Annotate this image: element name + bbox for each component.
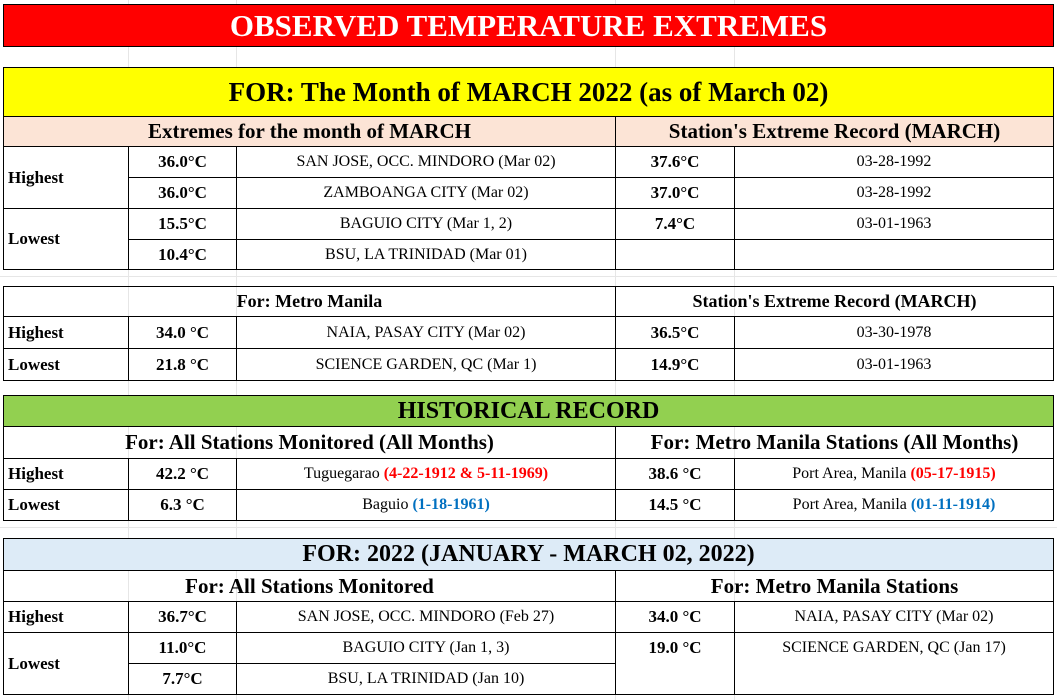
- station-name: Tuguegarao: [303, 465, 384, 482]
- record-date: [735, 240, 1053, 269]
- metro-temp: 34.0 °C: [155, 322, 210, 342]
- metro-station: NAIA, PASAY CITY (Mar 02): [326, 323, 526, 341]
- metro-record-station: [735, 490, 1053, 520]
- record-date: 03-01-1963: [856, 355, 932, 373]
- record-date: 03-01-1963: [856, 215, 932, 232]
- metro-station: [735, 664, 1053, 694]
- record-temp: [616, 240, 734, 269]
- year-left-header: For: All Stations Monitored: [185, 573, 434, 598]
- metro-station: NAIA, PASAY CITY (Mar 02): [794, 608, 994, 625]
- highest-label: Highest: [8, 322, 64, 342]
- month-station: SAN JOSE, OCC. MINDORO (Mar 02): [296, 153, 556, 170]
- gridline: [0, 527, 1057, 528]
- month-temp: 10.4°C: [158, 244, 207, 264]
- historical-left-header: For: All Stations Monitored (All Months): [125, 430, 494, 454]
- record-temp: 36.5°C: [650, 322, 700, 342]
- highest-label: Highest: [8, 167, 64, 187]
- page-title: OBSERVED TEMPERATURE EXTREMES: [3, 4, 1054, 47]
- record-date: (05-17-1915): [910, 465, 996, 482]
- month-temp: 36.0°C: [158, 183, 207, 202]
- metro-right-header: Station's Extreme Record (MARCH): [692, 291, 977, 311]
- historical-station: [237, 490, 615, 520]
- metro-record-station: [735, 459, 1053, 489]
- station-name: Port Area, Manila: [792, 465, 911, 482]
- metro-temp: 19.0 °C: [648, 638, 702, 657]
- month-station: BSU, LA TRINIDAD (Mar 01): [325, 245, 527, 263]
- record-date: (01-11-1914): [910, 496, 996, 513]
- record-temp: 14.9°C: [650, 354, 700, 374]
- month-station: ZAMBOANGA CITY (Mar 02): [323, 184, 529, 201]
- year-station: BAGUIO CITY (Jan 1, 3): [342, 639, 510, 656]
- metro-record-temp: 14.5 °C: [648, 495, 702, 514]
- metro-left-header: For: Metro Manila: [236, 291, 383, 311]
- historical-station: [237, 459, 615, 489]
- year-temp: 11.0°C: [158, 638, 207, 657]
- month-left-header: Extremes for the month of MARCH: [4, 117, 615, 146]
- record-date: (4-22-1912 & 5-11-1969): [383, 465, 549, 482]
- year-right-header: For: Metro Manila Stations: [710, 573, 959, 598]
- month-heading: FOR: The Month of MARCH 2022 (as of March 02): [4, 68, 1053, 116]
- month-temp: 15.5°C: [158, 214, 207, 233]
- lowest-label: Lowest: [8, 653, 60, 673]
- metro-record-temp: 38.6 °C: [648, 464, 702, 483]
- metro-temp: [616, 664, 734, 694]
- month-right-header: Station's Extreme Record (MARCH): [616, 117, 1053, 146]
- historical-temp: 6.3 °C: [160, 495, 205, 514]
- year-heading: FOR: 2022 (JANUARY - MARCH 02, 2022): [4, 539, 1053, 570]
- year-station: BSU, LA TRINIDAD (Jan 10): [327, 670, 525, 687]
- record-temp: 37.0°C: [650, 183, 700, 202]
- year-station: SAN JOSE, OCC. MINDORO (Feb 27): [297, 608, 555, 625]
- record-date: 03-30-1978: [856, 323, 932, 341]
- historical-temp: 42.2 °C: [155, 464, 210, 483]
- highest-label: Highest: [8, 464, 64, 483]
- year-temp: 7.7°C: [162, 669, 203, 688]
- lowest-label: Lowest: [8, 495, 60, 514]
- station-name: Port Area, Manila: [792, 496, 911, 513]
- lowest-label: Lowest: [8, 229, 60, 248]
- highest-label: Highest: [8, 607, 64, 626]
- metro-station: SCIENCE GARDEN, QC (Jan 17): [782, 639, 1006, 656]
- month-station: BAGUIO CITY (Mar 1, 2): [339, 215, 513, 232]
- lowest-label: Lowest: [8, 354, 60, 374]
- metro-temp: 21.8 °C: [155, 354, 210, 374]
- metro-temp: 34.0 °C: [648, 607, 702, 626]
- month-temp: 36.0°C: [158, 152, 207, 171]
- metro-station: SCIENCE GARDEN, QC (Mar 1): [315, 355, 537, 373]
- station-name: Baguio: [362, 496, 413, 513]
- gridline: [0, 276, 1057, 277]
- record-date: 03-28-1992: [856, 184, 932, 201]
- historical-right-header: For: Metro Manila Stations (All Months): [650, 430, 1019, 454]
- record-temp: 7.4°C: [654, 214, 696, 233]
- historical-heading: HISTORICAL RECORD: [4, 396, 1053, 426]
- record-temp: 37.6°C: [650, 152, 700, 171]
- record-date: 03-28-1992: [856, 153, 932, 170]
- record-date: (1-18-1961): [412, 496, 490, 513]
- year-temp: 36.7°C: [158, 607, 207, 626]
